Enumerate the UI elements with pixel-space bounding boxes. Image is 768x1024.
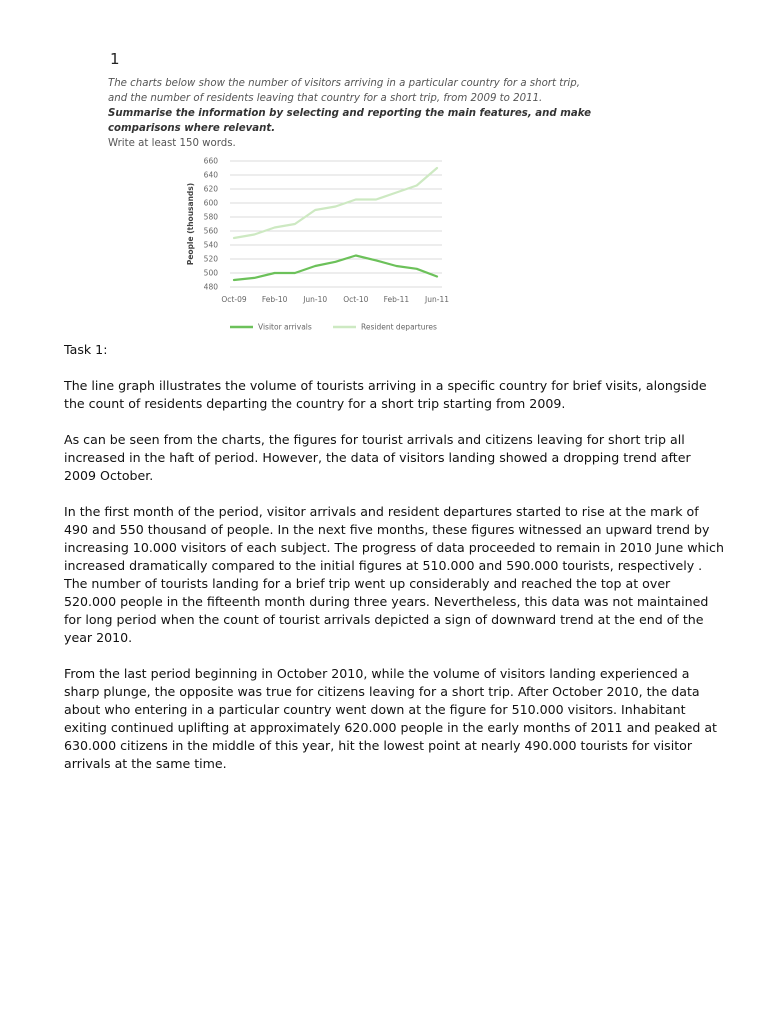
- y-axis-label: People (thousands): [186, 182, 195, 266]
- y-tick-label: 660: [203, 156, 218, 166]
- y-tick-label: 600: [203, 198, 218, 208]
- x-tick-label: Oct-09: [221, 295, 247, 304]
- essay-heading: Task 1:: [64, 342, 108, 357]
- y-tick-label: 540: [203, 240, 218, 250]
- y-tick-label: 640: [203, 170, 218, 180]
- essay-paragraph-3: In the first month of the period, visitor arrivals and resident departures started to rise at the mark of 490 and 550 thousand of people. In the next five months, these figures witnessed an upward trend by increasing 10.000 visitors of each subject. The progress of data proceeded to remain in 2010 June which increased dramatically compared to the initial figures at 510.000 and 590.000 tourists, respectively . The number of tourists landing for a brief trip went up considerably and reached the top at over 520.000 people in the fifteenth month during three years. Nevertheless, this data was not maintained for long period when the count of tourist arrivals depicted a sign of downward trend at the end of the year 2010.: [64, 504, 724, 645]
- x-tick-label: Jun-10: [303, 295, 328, 304]
- y-tick-label: 480: [203, 282, 218, 292]
- line-chart: [180, 150, 460, 340]
- chart-svg: [180, 150, 460, 340]
- prompt-word-count: Write at least 150 words.: [108, 138, 236, 149]
- y-tick-label: 560: [203, 226, 218, 236]
- prompt-line: The charts below show the number of visitors arriving in a particular country for a short trip,: [108, 78, 580, 89]
- x-tick-label: Oct-10: [343, 295, 369, 304]
- y-tick-label: 620: [203, 184, 218, 194]
- legend-label: Visitor arrivals: [258, 322, 312, 332]
- x-tick-label: Feb-10: [261, 295, 288, 304]
- prompt-instruction: Summarise the information by selecting and reporting the main features, and make: [108, 108, 592, 119]
- x-tick-label: Feb-11: [383, 295, 410, 304]
- legend-label: Resident departures: [361, 322, 437, 332]
- y-tick-label: 520: [203, 254, 218, 264]
- prompt-line: and the number of residents leaving that country for a short trip, from 2009 to 2011.: [108, 93, 543, 104]
- essay-paragraph-2: As can be seen from the charts, the figures for tourist arrivals and citizens leaving for short trip all increased in the haft of period. However, the data of visitors landing showed a dropping trend after 2009 October.: [64, 432, 691, 483]
- essay-paragraph-4: From the last period beginning in October 2010, while the volume of visitors landing experienced a sharp plunge, the opposite was true for citizens leaving for a short trip. After October 2010, the data about who entering in a particular country went down at the figure for 510.000 visitors. Inhabitant exiting continued uplifting at approximately 620.000 people in the early months of 2011 and peaked at 630.000 citizens in the middle of this year, hit the lowest point at nearly 490.000 tourists for visitor arrivals at the same time.: [64, 666, 717, 771]
- essay-paragraph-1: The line graph illustrates the volume of tourists arriving in a specific country for brief visits, alongside the count of residents departing the country for a short trip starting from 2009.: [64, 378, 707, 411]
- task-number: 1: [110, 50, 120, 68]
- y-tick-label: 580: [203, 212, 218, 222]
- y-tick-label: 500: [203, 268, 218, 278]
- prompt-instruction: comparisons where relevant.: [108, 123, 276, 134]
- essay: [64, 341, 724, 791]
- task-prompt: [108, 50, 608, 151]
- x-tick-label: Jun-11: [425, 295, 449, 304]
